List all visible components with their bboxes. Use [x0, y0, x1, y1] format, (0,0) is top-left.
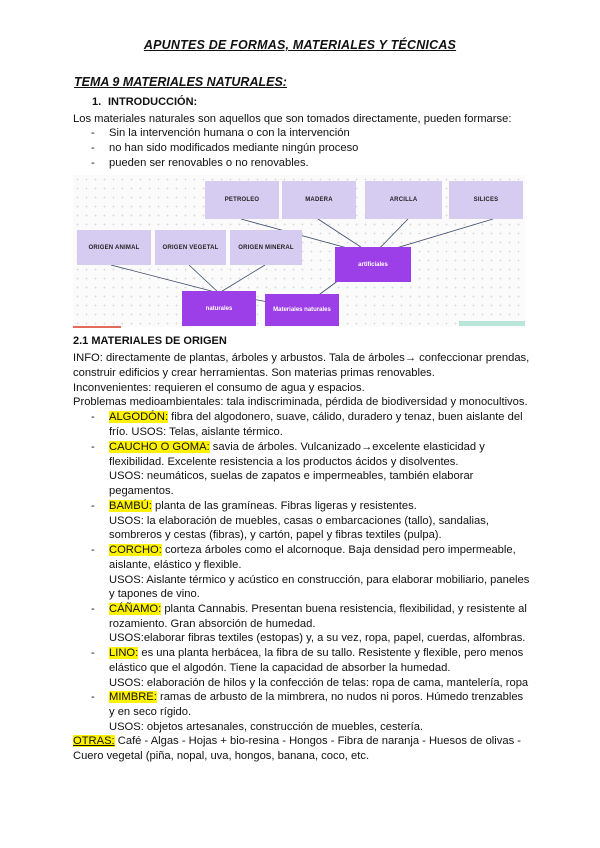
intro-text: Los materiales naturales son aquellos que son tomados directamente, pueden formarse:: [73, 113, 512, 125]
highlight-corcho: CORCHO:: [109, 544, 162, 556]
item-text: USOS: la elaboración de muebles, casas o embarcaciones (tallo), sandalias,: [109, 515, 489, 527]
teal-accent-bar: [459, 321, 525, 326]
item-text: y tapones de vino.: [109, 588, 200, 600]
item-text: y en seco rígido.: [109, 706, 192, 718]
box-origen-mineral: ORIGEN MINERAL: [230, 230, 302, 265]
otras-text: Cuero vegetal (piña, nopal, uva, hongos, banana, coco, etc.: [73, 750, 370, 762]
item-text: sombreros y cestas (fibras), y cartón, papel y fibras textiles (pulpa).: [109, 529, 442, 541]
bullet-dash: -: [91, 127, 95, 139]
item-text: savia de árboles. Vulcanizado→excelente elasticidad y: [209, 441, 485, 453]
bullet-dash: -: [91, 691, 95, 703]
item-text: rozamiento. Gran absorción de humedad.: [109, 618, 316, 630]
info-line: Problemas medioambientales: tala indiscriminada, pérdida de biodiversidad y monocultivos.: [73, 396, 528, 408]
highlight-lino: LINO:: [109, 647, 139, 659]
item-text: corteza árboles como el alcornoque. Baja densidad pero impermeable,: [161, 544, 516, 556]
section-heading-materiales-de-origen: 2.1 MATERIALES DE ORIGEN: [73, 335, 227, 347]
highlight-bambu: BAMBÚ:: [109, 500, 152, 512]
item-caucho: [109, 440, 485, 455]
box-madera: MADERA: [282, 181, 356, 219]
item-text: ramas de arbusto de la mimbrera, no nudos ni poros. Húmedo trenzables: [156, 691, 524, 703]
section-number: 1.: [92, 96, 102, 108]
item-text: flexibilidad. Excelente resistencia a los productos ácidos y disolventes.: [109, 456, 459, 468]
item-mimbre: [109, 690, 523, 705]
bullet-dash: -: [91, 411, 95, 423]
item-lino: [109, 646, 523, 661]
item-text: planta de las gramíneas. Fibras ligeras y resistentes.: [151, 500, 417, 512]
item-corcho: [109, 543, 516, 558]
intro-bullet: Sin la intervención humana o con la intervención: [109, 127, 350, 139]
bullet-dash: -: [91, 441, 95, 453]
red-accent-line: [73, 326, 121, 328]
item-text: USOS: objetos artesanales, construcción de muebles, cestería.: [109, 721, 424, 733]
box-naturales: naturales: [182, 291, 256, 326]
bullet-dash: -: [91, 500, 95, 512]
item-text: USOS: elaboración de hilos y la confección de telas: ropa de cama, mantelería, ropa: [109, 677, 529, 689]
info-line: Inconvenientes: requieren el consumo de agua y espacios.: [73, 382, 365, 394]
item-text: es una planta herbácea, la fibra de su tallo. Resistente y flexible, pero menos: [138, 647, 524, 659]
document-title: APUNTES DE FORMAS, MATERIALES Y TÉCNICAS: [143, 38, 457, 52]
intro-bullet: pueden ser renovables o no renovables.: [109, 157, 309, 169]
highlight-algodon: ALGODÓN:: [109, 411, 169, 423]
bullet-dash: -: [91, 142, 95, 154]
bullet-dash: -: [91, 544, 95, 556]
box-origen-animal: ORIGEN ANIMAL: [77, 230, 151, 265]
highlight-mimbre: MIMBRE:: [109, 691, 157, 703]
item-text: aislante, elástico y flexible.: [109, 559, 242, 571]
intro-bullet: no han sido modificados mediante ningún proceso: [109, 142, 359, 154]
item-text: USOS:elaborar fibras textiles (estopas) y, a su vez, ropa, papel, cuerdas, alfombras.: [109, 632, 526, 644]
bullet-dash: -: [91, 157, 95, 169]
item-text: USOS: Aislante térmico y acústico en construcción, para elaborar mobiliario, paneles: [109, 574, 530, 586]
box-arcilla: ARCILLA: [365, 181, 442, 219]
materials-diagram: [73, 175, 525, 327]
box-materiales-naturales: Materiales naturales: [265, 294, 339, 326]
section-heading-introduccion: INTRODUCCIÓN:: [108, 96, 198, 108]
info-line: INFO: directamente de plantas, árboles y arbustos. Tala de árboles→ confeccionar prendas,: [73, 352, 530, 364]
box-origen-vegetal: ORIGEN VEGETAL: [155, 230, 226, 265]
otras-text: Café - Algas - Hojas + bio-resina - Hongos - Fibra de naranja - Huesos de olivas -: [114, 735, 522, 747]
item-bambu: [109, 499, 417, 514]
box-silices: SILICES: [449, 181, 523, 219]
otras-line: [73, 734, 521, 749]
item-algodon: [109, 410, 523, 425]
item-canamo: [109, 602, 527, 617]
highlight-caucho: CAUCHO O GOMA:: [109, 441, 210, 453]
item-text: USOS: neumáticos, suelas de zapatos e impermeables, también elaborar: [109, 470, 474, 482]
box-artificiales: artificiales: [335, 247, 411, 282]
item-text: fibra del algodonero, suave, cálido, duradero y tenaz, buen aislante del: [168, 411, 523, 423]
connector-line: [111, 265, 219, 293]
item-text: elástico que el algodón. Tiene la capacidad de absorber la humedad.: [109, 662, 451, 674]
item-text: planta Cannabis. Presentan buena resistencia, flexibilidad, y resistente al: [161, 603, 527, 615]
connector-line: [219, 265, 265, 293]
bullet-dash: -: [91, 603, 95, 615]
highlight-otras: OTRAS:: [73, 735, 115, 747]
box-petroleo: PETROLEO: [205, 181, 279, 219]
item-text: frío. USOS: Telas, aislante térmico.: [109, 426, 283, 438]
bullet-dash: -: [91, 647, 95, 659]
highlight-canamo: CÁÑAMO:: [109, 603, 162, 615]
info-line: construir edificios y crear herramientas. Son materias primas renovables.: [73, 367, 435, 379]
tema-heading: TEMA 9 MATERIALES NATURALES:: [74, 75, 287, 89]
item-text: pegamentos.: [109, 485, 174, 497]
